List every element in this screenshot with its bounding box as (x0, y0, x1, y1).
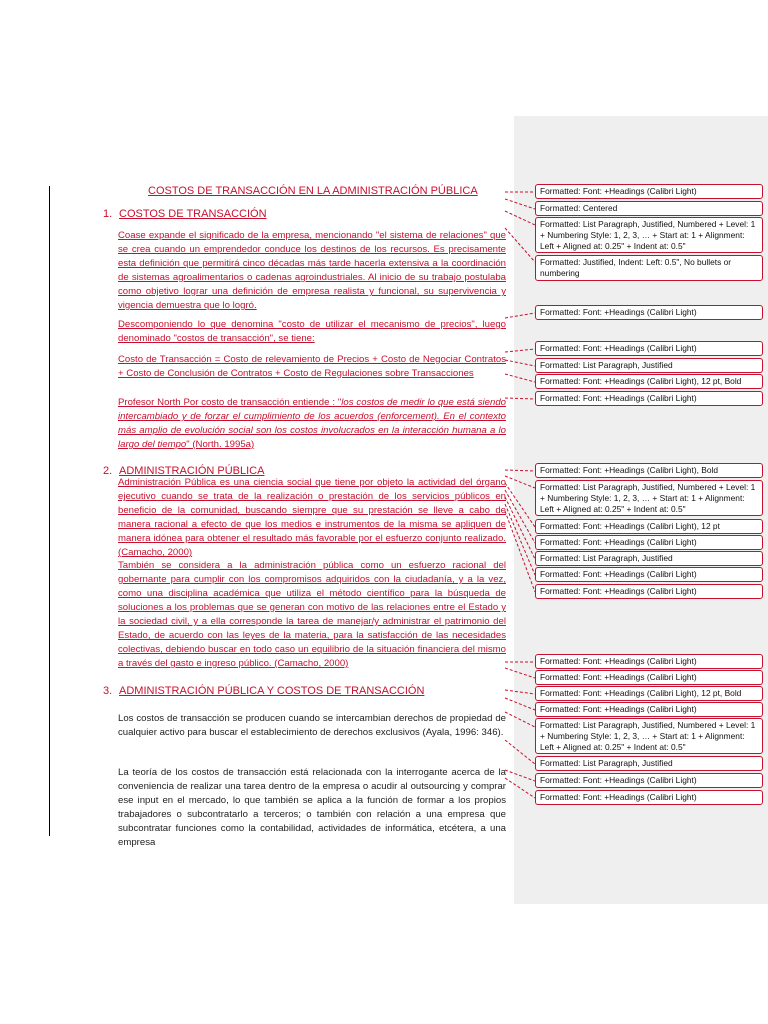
paragraph-ayala: Los costos de transacción se producen cuando se intercambian derechos de propiedad de cualquier activo para buscar el establecimiento de derechos exclusivos (Ayala, 1996: 346). (118, 713, 506, 738)
section-heading-text: ADMINISTRACIÓN PÚBLICA Y COSTOS DE TRANSACCIÓN (119, 685, 425, 697)
format-balloon[interactable]: Formatted: Justified, Indent: Left: 0.5", No bullets or numbering (535, 255, 763, 281)
north-quote: los costos de medir lo que está siendo intercambiado y de forzar el cumplimiento de los acuerdos (enforcement). En el contexto más amplio de evolución social son los costos involucrados en la interacción humana a lo largo del tiempo (118, 397, 507, 450)
format-balloon[interactable]: Formatted: Font: +Headings (Calibri Light) (535, 790, 763, 805)
format-balloon[interactable]: Formatted: Centered (535, 201, 763, 216)
format-balloon[interactable]: Formatted: Font: +Headings (Calibri Light) (535, 670, 763, 685)
section-heading-text: ADMINISTRACIÓN PÚBLICA (119, 465, 265, 477)
format-balloon[interactable]: Formatted: Font: +Headings (Calibri Light) (535, 184, 763, 199)
format-balloon[interactable]: Formatted: Font: +Headings (Calibri Light), 12 pt, Bold (535, 686, 763, 701)
format-balloon[interactable]: Formatted: Font: +Headings (Calibri Light) (535, 584, 763, 599)
format-balloon[interactable]: Formatted: List Paragraph, Justified (535, 551, 763, 566)
paragraph-admin-1: Administración Pública es una ciencia social que tiene por objeto la actividad del órgano ejecutivo cuando se trata de la realización o prestación de los servicios públicos en beneficio de la comunidad, buscando siempre que su prestación se lleve a cabo de manera racional a efecto de que los medios e instrumentos de la misma se apliquen de manera idónea para obtener el resultado más favorable por el esfuerzo conjunto realizado. (Camacho, 2000) (118, 477, 506, 558)
format-balloon[interactable]: Formatted: Font: +Headings (Calibri Light) (535, 391, 763, 406)
north-intro: Profesor North Por costo de transacción entiende : " (118, 397, 342, 408)
paragraph-descomponiendo: Descomponiendo lo que denomina "costo de utilizar el mecanismo de precios", luego denominado "costos de transacción", se tiene: (118, 319, 506, 344)
format-balloon[interactable]: Formatted: List Paragraph, Justified, Numbered + Level: 1 + Numbering Style: 1, 2, 3, … + Start at: 1 + Alignment: Left + Aligned at: 0.25" + Indent at: 0.5" (535, 718, 763, 754)
section-number: 3. (103, 685, 113, 697)
format-balloon[interactable]: Formatted: Font: +Headings (Calibri Light), Bold (535, 463, 763, 478)
format-balloon[interactable]: Formatted: List Paragraph, Justified (535, 358, 763, 373)
format-balloon[interactable]: Formatted: Font: +Headings (Calibri Light) (535, 535, 763, 550)
format-balloon[interactable]: Formatted: List Paragraph, Justified, Numbered + Level: 1 + Numbering Style: 1, 2, 3, … + Start at: 1 + Alignment: Left + Aligned at: 0.25" + Indent at: 0.5" (535, 480, 763, 516)
format-balloon[interactable]: Formatted: Font: +Headings (Calibri Light) (535, 305, 763, 320)
section-heading-1 (103, 207, 267, 221)
format-balloon[interactable]: Formatted: Font: +Headings (Calibri Light) (535, 654, 763, 669)
format-balloon[interactable]: Formatted: Font: +Headings (Calibri Light), 12 pt (535, 519, 763, 534)
section-heading-text: COSTOS DE TRANSACCIÓN (119, 208, 267, 220)
format-balloon[interactable]: Formatted: List Paragraph, Justified, Numbered + Level: 1 + Numbering Style: 1, 2, 3, … + Start at: 1 + Alignment: Left + Aligned at: 0.25" + Indent at: 0.5" (535, 217, 763, 253)
paragraph-teoria: La teoría de los costos de transacción está relacionada con la interrogante acerca de la conveniencia de realizar una tarea dentro de la empresa o acudir al outsourcing y comprar ese input en el mercado, lo que también se aplica a la función de formar a los propios trabajadores o subcontratarlo a terceros; o también con relación a una empresa que subcontratar funciones como la contabilidad, actividades de informática, etcétera, a una empresa (118, 767, 506, 848)
paragraph-coase: Coase expande el significado de la empresa, mencionando "el sistema de relaciones" que se crea cuando un emprendedor conduce los destinos de los recursos. Es precisamente esta definición que permitirá cinco décadas más tarde hacerla extensiva a la coordinación de sistemas agroalimentarios o cadenas agroindustriales. Al inicio de su trabajo postulaba como objetivo lograr una definición de empresa realista y funcional, su supervivencia y vigencia demuestra que lo logró. (118, 230, 506, 311)
paragraph-admin-2: También se considera a la administración pública como un esfuerzo racional del gobernante para cumplir con los compromisos adquiridos con la ciudadanía, y a la vez, como una disciplina académica que utiliza el método científico para la búsqueda de soluciones a los problemas que se generan con motivo de las relaciones entre el Estado y la sociedad civil, y a ella corresponde la tarea de manejar/y administrar el patrimonio del Estado, de acuerdo con las leyes de la materia, para la satisfacción de las necesidades colectivas, debiendo buscar en todo caso un equilibrio de la situación financiera del mismo a través del gasto e ingreso público. (Camacho, 2000) (118, 560, 506, 669)
section-number: 2. (103, 465, 113, 477)
section-number: 1. (103, 208, 113, 220)
change-bar (49, 186, 50, 836)
format-balloon[interactable]: Formatted: Font: +Headings (Calibri Light) (535, 773, 763, 788)
format-balloon[interactable]: Formatted: Font: +Headings (Calibri Light) (535, 702, 763, 717)
section-heading-3 (103, 684, 424, 698)
format-balloon[interactable]: Formatted: List Paragraph, Justified (535, 756, 763, 771)
north-cite: " (North. 1995a) (186, 439, 255, 450)
paragraph-formula: Costo de Transacción = Costo de relevamiento de Precios + Costo de Negociar Contratos + Costo de Conclusión de Contratos + Costo de Regulaciones sobre Transacciones (118, 354, 506, 379)
paragraph-north (118, 396, 506, 452)
document-title: COSTOS DE TRANSACCIÓN EN LA ADMINISTRACIÓN PÚBLICA (148, 185, 478, 197)
format-balloon[interactable]: Formatted: Font: +Headings (Calibri Light) (535, 341, 763, 356)
format-balloon[interactable]: Formatted: Font: +Headings (Calibri Light), 12 pt, Bold (535, 374, 763, 389)
format-balloon[interactable]: Formatted: Font: +Headings (Calibri Light) (535, 567, 763, 582)
